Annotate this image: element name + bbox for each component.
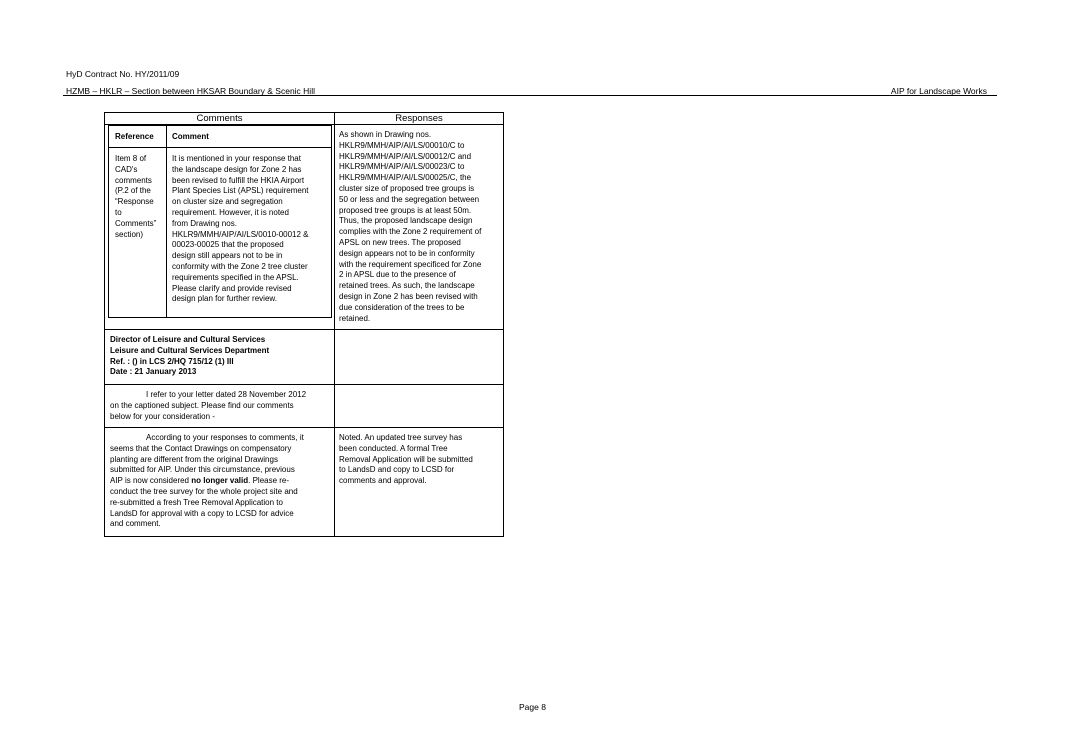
letter-intro: I refer to your letter dated 28 November 2012 on the captioned subject. Please find our comments below for your consideration - bbox=[110, 390, 307, 421]
project-title: HZMB – HKLR – Section between HKSAR Boundary & Scenic Hill bbox=[66, 86, 315, 96]
comments-column-title: Comments bbox=[196, 113, 243, 124]
response-cell-4: Noted. An updated tree survey has been conducted. A formal Tree Removal Application will be submitted to LandsD and copy to LCSD for comments and approval. bbox=[339, 433, 473, 486]
row-divider-1 bbox=[105, 329, 503, 330]
comment-header: Comment bbox=[172, 132, 209, 141]
sender-details: Director of Leisure and Cultural Services Leisure and Cultural Services Department Ref. : () in LCS 2/HQ 715/12 (1) III Date : 21 January 2013 bbox=[110, 335, 270, 377]
reference-comment-subtable bbox=[108, 125, 332, 318]
header-rule bbox=[63, 95, 997, 96]
tree-survey-comment: According to your responses to comments, it seems that the Contact Drawings on compensatory planting are different from the original Drawings submitted for AIP. Under this circumstance, previous AIP is now considered no longer valid. Please re- conduct the tree survey for the whole project site and re-submitted a fresh Tree Removal Application to LandsD for approval with a copy to LCSD for advice and comment. bbox=[110, 433, 304, 529]
response-cell-1: As shown in Drawing nos. HKLR9/MMH/AIP/AI/LS/00010/C to HKLR9/MMH/AIP/AI/LS/00012/C and HKLR9/MMH/AIP/AI/LS/00023/C to HKLR9/MMH/AIP/AI/LS/00025/C, the cluster size of proposed tree groups is 50 or less and the segregation between proposed tree groups is at least 50m. Thus, the proposed landscape design complies with the Zone 2 requirement of APSL on new trees. The proposed design appears not to be in conformity with the requirement specificed for Zone 2 in APSL due to the presence of retained trees. As such, the landscape design in Zone 2 has been revised with due consideration of the trees to be retained. bbox=[339, 130, 482, 323]
row-divider-2 bbox=[105, 384, 503, 385]
document-type: AIP for Landscape Works bbox=[890, 86, 987, 96]
responses-column-title: Responses bbox=[395, 113, 443, 124]
subtable-column-divider bbox=[166, 126, 167, 317]
reference-header: Reference bbox=[115, 132, 154, 141]
row-divider-3 bbox=[105, 427, 503, 428]
comment-cell: It is mentioned in your response that the landscape design for Zone 2 has been revised to fulfill the HKIA Airport Plant Species List (APSL) requirement on cluster size and segregation requirement. However, it is noted from Drawing nos. HKLR9/MMH/AIP/AI/LS/0010-00012 & 00023-00025 that the proposed design still appears not to be in conformity with the Zone 2 tree cluster requirements specified in the APSL. Please clarify and provide revised design plan for further review. bbox=[172, 154, 309, 304]
column-divider bbox=[334, 113, 335, 536]
contract-number: HyD Contract No. HY/2011/09 bbox=[66, 69, 180, 79]
no-longer-valid-emphasis: no longer valid bbox=[191, 476, 249, 486]
subtable-header-divider bbox=[109, 147, 331, 148]
comments-responses-table bbox=[104, 112, 504, 537]
page-number: Page 8 bbox=[519, 702, 546, 712]
reference-cell: Item 8 of CAD's comments (P.2 of the “Response to Comments” section) bbox=[115, 154, 157, 239]
